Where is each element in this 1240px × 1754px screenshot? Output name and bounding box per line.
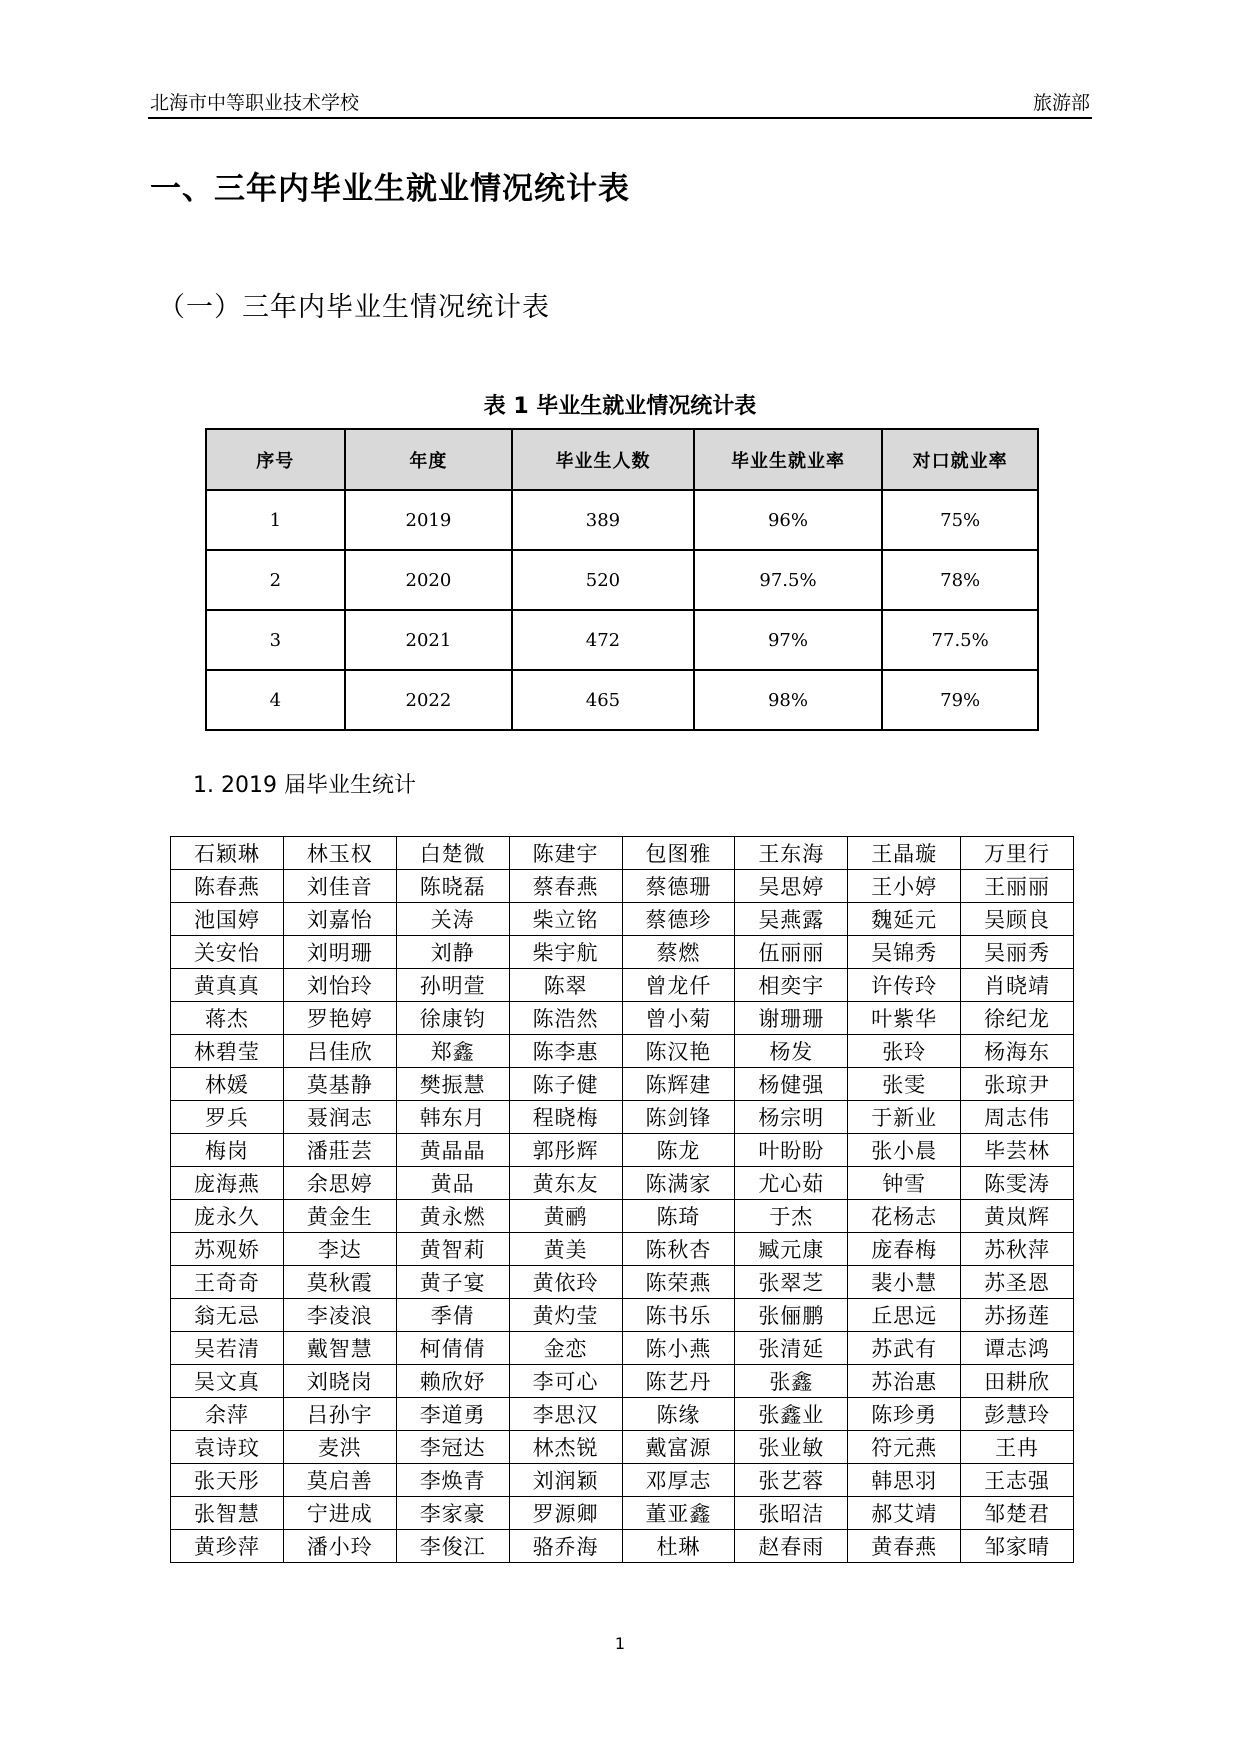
graduate-name-cell: 陈汉艳 <box>622 1035 735 1068</box>
graduate-name-cell: 张玲 <box>848 1035 961 1068</box>
table-caption: 表 1 毕业生就业情况统计表 <box>483 394 757 419</box>
names-row <box>171 903 1074 936</box>
graduate-name-cell: 庞春梅 <box>848 1233 961 1266</box>
graduate-name-cell: 庞海燕 <box>171 1167 284 1200</box>
cell-graduates: 465 <box>512 670 694 730</box>
graduate-name-cell: 吴燕露 <box>735 903 848 936</box>
graduate-name-cell: 陈浩然 <box>509 1002 622 1035</box>
graduate-name-cell: 蔡德珊 <box>622 870 735 903</box>
graduate-name-cell: 金恋 <box>509 1332 622 1365</box>
graduate-name-cell: 黄晶晶 <box>396 1134 509 1167</box>
names-row <box>171 1233 1074 1266</box>
graduate-name-cell: 杨健强 <box>735 1068 848 1101</box>
graduate-name-cell: 周志伟 <box>961 1101 1074 1134</box>
graduate-name-cell: 刘怡玲 <box>283 969 396 1002</box>
graduate-name-cell: 戴智慧 <box>283 1332 396 1365</box>
graduate-name-cell: 吴顾良 <box>961 903 1074 936</box>
graduate-name-cell: 叶紫华 <box>848 1002 961 1035</box>
graduate-name-cell: 蔡燃 <box>622 936 735 969</box>
column-header: 对口就业率 <box>882 429 1038 490</box>
graduate-name-cell: 吕孙宇 <box>283 1398 396 1431</box>
graduate-name-cell: 梅岗 <box>171 1134 284 1167</box>
graduate-name-cell: 吕佳欣 <box>283 1035 396 1068</box>
table-row <box>206 610 1038 670</box>
cell-year: 2022 <box>345 670 513 730</box>
graduate-name-cell: 赵春雨 <box>735 1530 848 1563</box>
column-header: 年度 <box>345 429 513 490</box>
graduate-name-cell: 裴小慧 <box>848 1266 961 1299</box>
graduate-name-cell: 李焕青 <box>396 1464 509 1497</box>
graduate-name-cell: 于杰 <box>735 1200 848 1233</box>
cell-index: 1 <box>206 490 345 550</box>
cell-year: 2020 <box>345 550 513 610</box>
graduate-name-cell: 苏秋萍 <box>961 1233 1074 1266</box>
names-row <box>171 837 1074 870</box>
graduate-name-cell: 陈翠 <box>509 969 622 1002</box>
graduate-name-cell: 王小婷 <box>848 870 961 903</box>
graduate-name-cell: 莫基静 <box>283 1068 396 1101</box>
graduate-name-cell: 林杰锐 <box>509 1431 622 1464</box>
graduate-name-cell: 余思婷 <box>283 1167 396 1200</box>
graduate-name-cell: 黄岚辉 <box>961 1200 1074 1233</box>
graduate-name-cell: 黄鹂 <box>509 1200 622 1233</box>
graduate-name-cell: 包图雅 <box>622 837 735 870</box>
cell-employment-rate: 98% <box>694 670 883 730</box>
names-row <box>171 1299 1074 1332</box>
graduate-name-cell: 张艺蓉 <box>735 1464 848 1497</box>
graduate-name-cell: 黄子宴 <box>396 1266 509 1299</box>
graduate-name-cell: 李思汉 <box>509 1398 622 1431</box>
graduate-name-cell: 钟雪 <box>848 1167 961 1200</box>
names-row <box>171 1134 1074 1167</box>
header-department: 旅游部 <box>1032 92 1090 114</box>
graduate-name-cell: 罗源卿 <box>509 1497 622 1530</box>
graduate-name-cell: 张昭洁 <box>735 1497 848 1530</box>
graduate-name-cell: 邓厚志 <box>622 1464 735 1497</box>
graduate-name-cell: 苏扬莲 <box>961 1299 1074 1332</box>
cell-matched-rate: 79% <box>882 670 1038 730</box>
section-title: 一、三年内毕业生就业情况统计表 <box>150 171 630 207</box>
graduate-name-cell: 许传玲 <box>848 969 961 1002</box>
cell-index: 4 <box>206 670 345 730</box>
graduate-name-cell: 张鑫业 <box>735 1398 848 1431</box>
graduate-name-cell: 罗艳婷 <box>283 1002 396 1035</box>
graduate-name-cell: 陈晓磊 <box>396 870 509 903</box>
graduate-name-cell: 余萍 <box>171 1398 284 1431</box>
list-heading: 1. 2019 届毕业生统计 <box>193 773 416 798</box>
names-row <box>171 1497 1074 1530</box>
subsection-title: （一）三年内毕业生情况统计表 <box>158 292 550 323</box>
cell-employment-rate: 96% <box>694 490 883 550</box>
graduate-name-cell: 苏圣恩 <box>961 1266 1074 1299</box>
graduate-name-cell: 陈缘 <box>622 1398 735 1431</box>
graduate-name-cell: 李俊江 <box>396 1530 509 1563</box>
graduate-name-cell: 魏延元 <box>848 903 961 936</box>
names-row <box>171 1464 1074 1497</box>
names-row <box>171 1035 1074 1068</box>
graduate-name-cell: 韩东月 <box>396 1101 509 1134</box>
graduate-name-cell: 刘佳音 <box>283 870 396 903</box>
graduate-name-cell: 陈书乐 <box>622 1299 735 1332</box>
graduate-name-cell: 王志强 <box>961 1464 1074 1497</box>
graduate-name-cell: 肖晓靖 <box>961 969 1074 1002</box>
graduate-name-cell: 杨宗明 <box>735 1101 848 1134</box>
graduate-name-cell: 尤心茹 <box>735 1167 848 1200</box>
names-row <box>171 1431 1074 1464</box>
graduate-name-cell: 王东海 <box>735 837 848 870</box>
graduate-name-cell: 黄永燃 <box>396 1200 509 1233</box>
graduate-name-cell: 陈剑锋 <box>622 1101 735 1134</box>
graduate-name-cell: 谢珊珊 <box>735 1002 848 1035</box>
graduate-name-cell: 刘静 <box>396 936 509 969</box>
graduate-name-cell: 聂润志 <box>283 1101 396 1134</box>
graduate-name-cell: 郭彤辉 <box>509 1134 622 1167</box>
header-divider <box>148 117 1092 119</box>
graduate-name-cell: 李可心 <box>509 1365 622 1398</box>
graduate-name-cell: 翁无忌 <box>171 1299 284 1332</box>
names-row <box>171 969 1074 1002</box>
graduate-name-cell: 陈满家 <box>622 1167 735 1200</box>
names-row <box>171 1101 1074 1134</box>
table-header-row <box>206 429 1038 490</box>
graduate-name-cell: 张俪鹏 <box>735 1299 848 1332</box>
graduate-name-cell: 罗兵 <box>171 1101 284 1134</box>
graduate-name-cell: 陈辉建 <box>622 1068 735 1101</box>
graduate-name-cell: 刘嘉怡 <box>283 903 396 936</box>
graduate-name-cell: 李道勇 <box>396 1398 509 1431</box>
graduate-name-cell: 陈李惠 <box>509 1035 622 1068</box>
graduate-name-cell: 张琼尹 <box>961 1068 1074 1101</box>
header-school-name: 北海市中等职业技术学校 <box>150 92 360 114</box>
graduate-name-cell: 吴丽秀 <box>961 936 1074 969</box>
graduate-name-cell: 黄品 <box>396 1167 509 1200</box>
graduate-name-cell: 骆乔海 <box>509 1530 622 1563</box>
graduate-name-cell: 袁诗玟 <box>171 1431 284 1464</box>
graduate-name-cell: 杜琳 <box>622 1530 735 1563</box>
graduate-name-cell: 黄美 <box>509 1233 622 1266</box>
cell-year: 2021 <box>345 610 513 670</box>
graduate-name-cell: 杨海东 <box>961 1035 1074 1068</box>
graduate-name-cell: 戴富源 <box>622 1431 735 1464</box>
graduate-name-cell: 邹楚君 <box>961 1497 1074 1530</box>
graduate-name-cell: 陈春燕 <box>171 870 284 903</box>
page-number: 1 <box>614 1634 626 1653</box>
names-row <box>171 1200 1074 1233</box>
cell-graduates: 472 <box>512 610 694 670</box>
graduate-name-cell: 王奇奇 <box>171 1266 284 1299</box>
column-header: 序号 <box>206 429 345 490</box>
column-header: 毕业生人数 <box>512 429 694 490</box>
graduate-name-cell: 陈龙 <box>622 1134 735 1167</box>
table-row <box>206 670 1038 730</box>
graduate-name-cell: 黄金生 <box>283 1200 396 1233</box>
cell-matched-rate: 77.5% <box>882 610 1038 670</box>
graduate-name-cell: 李家豪 <box>396 1497 509 1530</box>
cell-employment-rate: 97.5% <box>694 550 883 610</box>
graduate-name-cell: 苏武有 <box>848 1332 961 1365</box>
names-row <box>171 1068 1074 1101</box>
cell-matched-rate: 75% <box>882 490 1038 550</box>
graduate-name-cell: 柯倩倩 <box>396 1332 509 1365</box>
graduate-name-cell: 麦洪 <box>283 1431 396 1464</box>
graduate-name-cell: 韩思羽 <box>848 1464 961 1497</box>
graduate-name-cell: 潘莊芸 <box>283 1134 396 1167</box>
graduate-name-cell: 黄东友 <box>509 1167 622 1200</box>
column-header: 毕业生就业率 <box>694 429 883 490</box>
names-row <box>171 1167 1074 1200</box>
table-row <box>206 550 1038 610</box>
cell-index: 2 <box>206 550 345 610</box>
cell-employment-rate: 97% <box>694 610 883 670</box>
graduate-name-cell: 张天彤 <box>171 1464 284 1497</box>
graduate-name-cell: 陈小燕 <box>622 1332 735 1365</box>
graduate-name-cell: 樊振慧 <box>396 1068 509 1101</box>
graduate-name-cell: 莫启善 <box>283 1464 396 1497</box>
graduate-name-cell: 叶盼盼 <box>735 1134 848 1167</box>
graduate-names-table <box>170 836 1074 1563</box>
graduate-name-cell: 陈琦 <box>622 1200 735 1233</box>
graduate-name-cell: 陈子健 <box>509 1068 622 1101</box>
graduate-name-cell: 陈建宇 <box>509 837 622 870</box>
graduate-name-cell: 刘润颖 <box>509 1464 622 1497</box>
graduate-name-cell: 林媛 <box>171 1068 284 1101</box>
graduate-name-cell: 王丽丽 <box>961 870 1074 903</box>
graduate-name-cell: 陈秋杏 <box>622 1233 735 1266</box>
graduate-name-cell: 相奕宇 <box>735 969 848 1002</box>
graduate-name-cell: 黄智莉 <box>396 1233 509 1266</box>
graduate-name-cell: 董亚鑫 <box>622 1497 735 1530</box>
graduate-name-cell: 池国婷 <box>171 903 284 936</box>
graduate-name-cell: 关安怡 <box>171 936 284 969</box>
cell-matched-rate: 78% <box>882 550 1038 610</box>
graduate-name-cell: 白楚微 <box>396 837 509 870</box>
graduate-name-cell: 符元燕 <box>848 1431 961 1464</box>
graduate-name-cell: 苏观娇 <box>171 1233 284 1266</box>
graduate-name-cell: 郝艾靖 <box>848 1497 961 1530</box>
graduate-name-cell: 蒋杰 <box>171 1002 284 1035</box>
graduate-name-cell: 张清延 <box>735 1332 848 1365</box>
graduate-name-cell: 于新业 <box>848 1101 961 1134</box>
graduate-name-cell: 蔡德珍 <box>622 903 735 936</box>
graduate-name-cell: 杨发 <box>735 1035 848 1068</box>
graduate-name-cell: 吴文真 <box>171 1365 284 1398</box>
graduate-name-cell: 林碧莹 <box>171 1035 284 1068</box>
graduate-name-cell: 毕芸林 <box>961 1134 1074 1167</box>
graduate-name-cell: 陈艺丹 <box>622 1365 735 1398</box>
graduate-name-cell: 黄春燕 <box>848 1530 961 1563</box>
graduate-name-cell: 郑鑫 <box>396 1035 509 1068</box>
graduate-name-cell: 谭志鸿 <box>961 1332 1074 1365</box>
graduate-name-cell: 李冠达 <box>396 1431 509 1464</box>
graduate-name-cell: 莫秋霞 <box>283 1266 396 1299</box>
graduate-name-cell: 季倩 <box>396 1299 509 1332</box>
graduate-name-cell: 伍丽丽 <box>735 936 848 969</box>
graduate-name-cell: 张智慧 <box>171 1497 284 1530</box>
graduate-name-cell: 王冉 <box>961 1431 1074 1464</box>
names-row <box>171 1332 1074 1365</box>
graduate-name-cell: 陈荣燕 <box>622 1266 735 1299</box>
graduate-name-cell: 刘明珊 <box>283 936 396 969</box>
names-row <box>171 1365 1074 1398</box>
graduate-name-cell: 吴若清 <box>171 1332 284 1365</box>
graduate-name-cell: 程晓梅 <box>509 1101 622 1134</box>
graduate-name-cell: 彭慧玲 <box>961 1398 1074 1431</box>
graduate-name-cell: 张雯 <box>848 1068 961 1101</box>
names-row <box>171 870 1074 903</box>
graduate-name-cell: 林玉权 <box>283 837 396 870</box>
graduate-name-cell: 张小晨 <box>848 1134 961 1167</box>
table-row <box>206 490 1038 550</box>
graduate-name-cell: 曾小菊 <box>622 1002 735 1035</box>
graduate-name-cell: 花杨志 <box>848 1200 961 1233</box>
cell-graduates: 389 <box>512 490 694 550</box>
graduate-name-cell: 王晶璇 <box>848 837 961 870</box>
graduate-name-cell: 黄珍萍 <box>171 1530 284 1563</box>
graduate-name-cell: 石颖琳 <box>171 837 284 870</box>
graduate-name-cell: 邹家晴 <box>961 1530 1074 1563</box>
graduate-name-cell: 曾龙仟 <box>622 969 735 1002</box>
graduate-name-cell: 陈雯涛 <box>961 1167 1074 1200</box>
graduate-name-cell: 陈珍勇 <box>848 1398 961 1431</box>
graduate-name-cell: 蔡春燕 <box>509 870 622 903</box>
graduate-name-cell: 田耕欣 <box>961 1365 1074 1398</box>
graduate-name-cell: 李凌浪 <box>283 1299 396 1332</box>
names-row <box>171 936 1074 969</box>
graduate-name-cell: 苏治惠 <box>848 1365 961 1398</box>
graduate-name-cell: 黄依玲 <box>509 1266 622 1299</box>
graduate-name-cell: 吴思婷 <box>735 870 848 903</box>
graduate-name-cell: 庞永久 <box>171 1200 284 1233</box>
graduate-name-cell: 李达 <box>283 1233 396 1266</box>
graduate-name-cell: 黄真真 <box>171 969 284 1002</box>
names-row <box>171 1398 1074 1431</box>
graduate-name-cell: 柴立铭 <box>509 903 622 936</box>
graduate-name-cell: 黄灼莹 <box>509 1299 622 1332</box>
graduate-name-cell: 吴锦秀 <box>848 936 961 969</box>
graduate-name-cell: 万里行 <box>961 837 1074 870</box>
names-row <box>171 1266 1074 1299</box>
cell-index: 3 <box>206 610 345 670</box>
graduate-name-cell: 张翠芝 <box>735 1266 848 1299</box>
graduate-name-cell: 刘晓岗 <box>283 1365 396 1398</box>
graduate-name-cell: 赖欣妤 <box>396 1365 509 1398</box>
graduate-name-cell: 张鑫 <box>735 1365 848 1398</box>
names-row <box>171 1002 1074 1035</box>
graduate-name-cell: 徐纪龙 <box>961 1002 1074 1035</box>
graduate-name-cell: 徐康钧 <box>396 1002 509 1035</box>
cell-graduates: 520 <box>512 550 694 610</box>
graduate-name-cell: 关涛 <box>396 903 509 936</box>
employment-stats-table <box>205 428 1039 731</box>
names-row <box>171 1530 1074 1563</box>
graduate-name-cell: 孙明萱 <box>396 969 509 1002</box>
graduate-name-cell: 丘思远 <box>848 1299 961 1332</box>
cell-year: 2019 <box>345 490 513 550</box>
graduate-name-cell: 潘小玲 <box>283 1530 396 1563</box>
graduate-name-cell: 宁进成 <box>283 1497 396 1530</box>
graduate-name-cell: 臧元康 <box>735 1233 848 1266</box>
graduate-name-cell: 张业敏 <box>735 1431 848 1464</box>
graduate-name-cell: 柴宇航 <box>509 936 622 969</box>
